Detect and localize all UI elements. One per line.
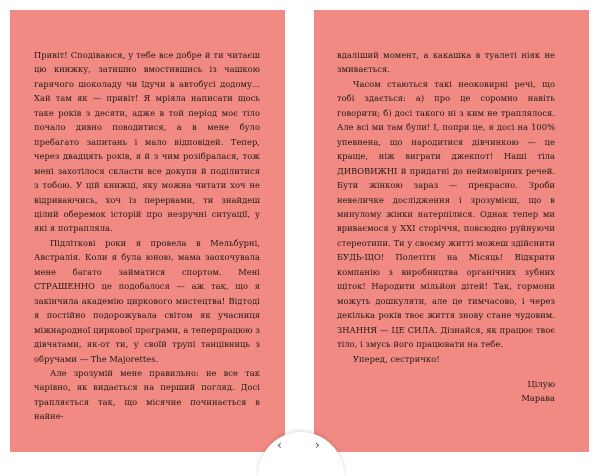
paragraph: Привіт! Сподіваюся, у тебе все добре й ти читаєш цю книжку, затишно вмостившись із чашкою гарячого шоколаду чи їдучи в автобусі додому... Хай там як — привіт! Я мріяла написати щось таке років з десяти, адже в той період моє тіло почало дивно поводитися, а в мене було пребагато запитань і мало відповідей. Тепер, через двадцять років, я й з чим розібралася, тож мені захотілося скласти все докупи й поділитися з тобою. У цій книжці, яку можна читати хоч не відриваючись, хоч із перервами, ти знайдеш цілий оберемок історій про незручні ситуації, у які я потрапляла. <box>34 50 260 234</box>
paragraph: вдаліший момент, а какашка в туалеті ніяк не змивається. <box>337 50 555 75</box>
paragraph: Уперед, сестричко! <box>353 353 440 364</box>
right-page <box>314 10 589 452</box>
left-page <box>10 10 285 452</box>
chevron-left-icon[interactable]: ‹ <box>277 438 282 452</box>
paragraph: Часом стаються такі неоковирні речі, що тобі здається: а) про це соромно навіть говорити; б) досі такого ні з ким не траплялося. Але всі ми там були! І, попри це, я досі на 100% упевнена, що народитися дівчинкою — це краще, ніж виграти джекпот! Наші тіла ДИВОВИЖНІ й придатні до неймовірних речей. Бути жінкою зараз — прекрасно. Зроби невеличке дослідження і зрозумієш, що в минулому жінки натерпілися. Однак тепер ми вриваємося у XXI сторіччя, повсюдно руйнуючи стереотипи. Ти у своєму житті можеш здійснити БУДЬ-ЩО! Полетіти на Місяць! Відкрити компанію з виробництва органічних зубних щіток! Народити мільйон дітей! Так, гормони можуть дошкуляти, але це тимчасово, і через декілька років твоє життя знову стане чудовим. ЗНАННЯ — ЦЕ СИЛА. Дізнайся, як працює твоє тіло, і змусь його працювати на тебе. <box>337 78 555 350</box>
paragraph: Підліткові роки я провела в Мельбурні, Австралія. Коли я була юною, мама заохочувала мене багато займатися спортом. Мені СТРАШЕННО це подобалося — аж так, що я закінчила академію циркового мистецтва! Відтоді я постійно подорожувала світом як учасниця міжнародної циркової програми, а теперпрацюю з дівчатами, як-от ти, у своїй трупі танцівниць з обручами — The Majorettes. <box>34 237 260 364</box>
signature-name: Марава <box>521 393 555 404</box>
chevron-right-icon[interactable]: › <box>315 438 320 452</box>
paragraph: Але зрозумій мене правильно: не все так чарівно, як видається на перший погляд. Досі трапляється так, що місячне починається в найне- <box>34 367 260 422</box>
signature-greeting: Цілую <box>527 378 555 389</box>
